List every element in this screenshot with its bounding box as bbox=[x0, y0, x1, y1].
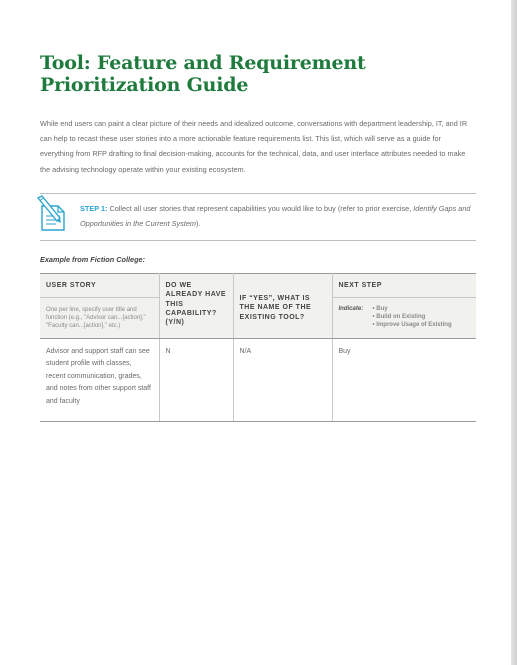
pencil-paper-icon bbox=[36, 194, 70, 234]
option-buy: • Buy bbox=[372, 306, 388, 313]
header-user-story-title: USER STORY bbox=[46, 281, 97, 289]
row-have-capability-text: N bbox=[165, 347, 171, 355]
header-existing-tool bbox=[233, 273, 332, 338]
header-have-capability bbox=[159, 273, 233, 338]
option-improve: • Improve Usage of Existing bbox=[372, 322, 452, 329]
row-existing-tool-text: N/A bbox=[239, 347, 252, 355]
option-build-label: Build on Existing bbox=[376, 314, 426, 321]
header-user-story-instructions: One per line, specify user title and function (e.g., "Advisor can...[action]," "Faculty can...[action]," etc.) bbox=[46, 307, 146, 329]
row-next-step-text: Buy bbox=[338, 347, 351, 355]
example-label: Example from Fiction College: bbox=[40, 254, 146, 264]
row-existing-tool bbox=[233, 338, 332, 421]
prioritization-table bbox=[40, 273, 476, 422]
step-body: Collect all user stories that represent capabilities you would like to buy (refer to prior exercise, bbox=[107, 203, 414, 213]
option-build: • Build on Existing bbox=[372, 314, 426, 321]
option-buy-label: Buy bbox=[376, 306, 388, 313]
header-next-step-title: NEXT STEP bbox=[338, 281, 382, 289]
step-text bbox=[80, 201, 480, 232]
header-next-step bbox=[332, 273, 476, 338]
step-end: ). bbox=[196, 219, 201, 229]
row-user-story-text: Advisor and support staff can see student profile with classes, recent communication, grades, and notes from other support staff and faculty bbox=[46, 347, 151, 405]
header-existing-tool-title: IF “YES”, WHAT IS THE NAME OF THE EXISTING TOOL? bbox=[239, 294, 312, 321]
intro-paragraph: While end users can paint a clear picture of their needs and idealized outcome, conversations with department leadership, IT, and IR can help to recast these user stories into a more actionable feature requirements list. This list, which will serve as a guide for everything from RFP drafting to final decision-making, accounts for the technical, data, and user interface attributes needed to make the advising technology operate within your existing ecosystem. bbox=[40, 119, 468, 174]
step-reference-title: Identify Gaps and Opportunities in the Current System bbox=[80, 203, 471, 229]
table-header-row bbox=[40, 273, 476, 338]
row-user-story bbox=[40, 338, 159, 421]
header-user-story bbox=[40, 273, 159, 338]
header-have-capability-title: DO WE ALREADY HAVE THIS CAPABILITY? (Y/N) bbox=[165, 281, 227, 327]
row-next-step bbox=[332, 338, 476, 421]
table-row bbox=[40, 338, 476, 421]
page-edge-shadow bbox=[511, 0, 517, 665]
next-step-options bbox=[373, 305, 452, 329]
page-title: Tool: Feature and Requirement Prioritization Guide bbox=[40, 52, 366, 96]
step-callout bbox=[40, 193, 476, 241]
step-label: STEP 1: bbox=[80, 203, 108, 213]
indicate-label: Indicate: bbox=[338, 306, 364, 313]
document-content bbox=[40, 52, 476, 422]
row-have-capability bbox=[159, 338, 233, 421]
option-improve-label: Improve Usage of Existing bbox=[376, 322, 452, 329]
